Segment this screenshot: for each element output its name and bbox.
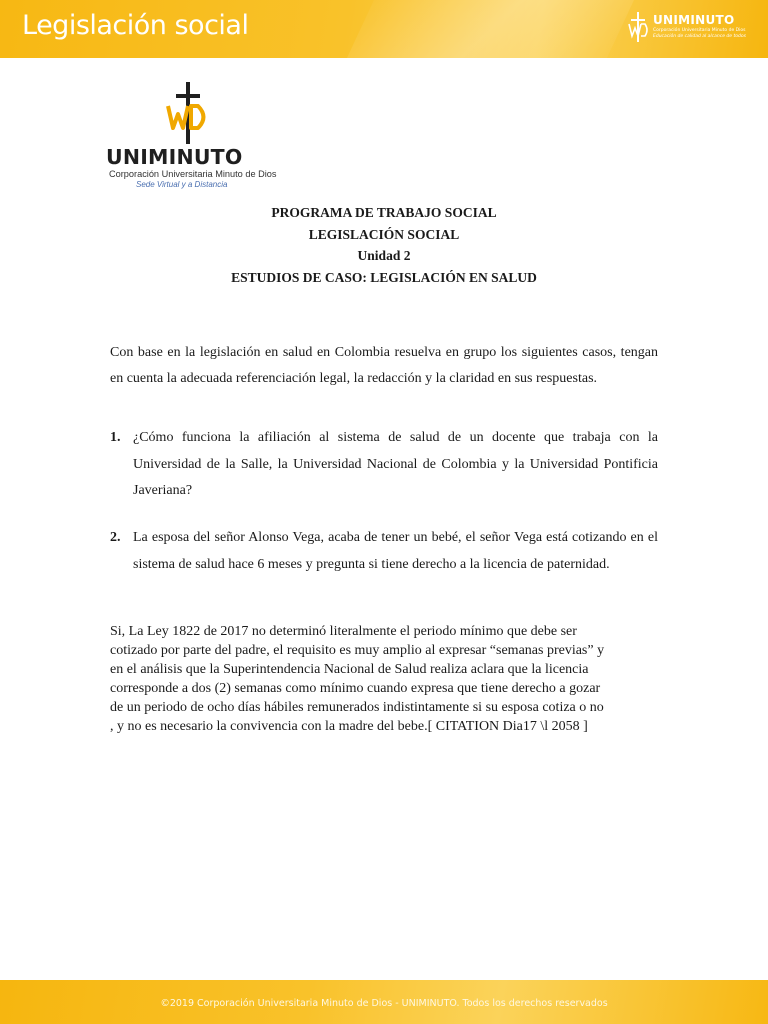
header-logo-tagline: Educación de calidad al alcance de todos [653,34,746,39]
question-text: La esposa del señor Alonso Vega, acaba de tener un bebé, el señor Vega está cotizando en el sistema de salud hace 6 meses y pregunta si tiene derecho a la licencia de paternidad. [133,530,658,572]
header-band [0,0,768,58]
footer-band [0,980,768,1024]
document-titles [0,202,768,288]
header-logo-brand: UNIMINUTO [653,13,735,27]
header-logo [626,10,756,44]
logo-campus: Sede Virtual y a Distancia [136,180,228,189]
answer-line: cotizado por parte del padre, el requisito es muy amplio al expresar “semanas previas” y [110,643,605,658]
intro-paragraph: Con base en la legislación en salud en Colombia resuelva en grupo los siguientes casos, tengan en cuenta la adecuada referenciación legal, la redacción y la claridad en sus respuestas. [110,345,658,386]
question-number: 2. [110,530,121,545]
uniminuto-logo [106,82,277,189]
header-sheen [327,0,652,58]
question-item [110,425,658,505]
answer-line: de un periodo de ocho días hábiles remunerados indistintamente si su esposa cotiza o no [110,700,604,715]
subject-title: LEGISLACIÓN SOCIAL [308,226,460,242]
answer-line: en el análisis que la Superintendencia Nacional de Salud realiza aclara que la licencia [110,662,589,677]
logo-brand: UNIMINUTO [106,145,243,169]
uniminuto-md-logo-icon [164,82,212,146]
answer-line: Si, La Ley 1822 de 2017 no determinó literalmente el periodo mínimo que debe ser [110,624,577,639]
answer-paragraph [110,622,666,736]
unit-title: Unidad 2 [357,248,411,263]
question-item [110,525,658,578]
answer-line: corresponde a dos (2) semanas como mínimo cuando expresa que tiene derecho a gozar [110,681,601,696]
header-title: Legislación social [22,10,249,41]
footer-copyright: ©2019 Corporación Universitaria Minuto de Dios - UNIMINUTO. Todos los derechos reservados [160,998,608,1009]
header-logo-subtitle: Corporación Universitaria Minuto de Dios [653,28,746,33]
program-title: PROGRAMA DE TRABAJO SOCIAL [271,205,497,220]
question-text: ¿Cómo funciona la afiliación al sistema de salud de un docente que trabaja con la Universidad de la Salle, la Universidad Nacional de Colombia y la Universidad Pontificia Javeriana? [133,430,658,498]
logo-subtitle: Corporación Universitaria Minuto de Dios [109,169,277,179]
answer-line: , y no es necesario la convivencia con la madre del bebe.[ CITATION Dia17 \l 2058 ] [110,719,588,734]
case-title: ESTUDIOS DE CASO: LEGISLACIÓN EN SALUD [231,269,537,285]
question-number: 1. [110,430,121,445]
uniminuto-mark-icon [626,10,650,44]
